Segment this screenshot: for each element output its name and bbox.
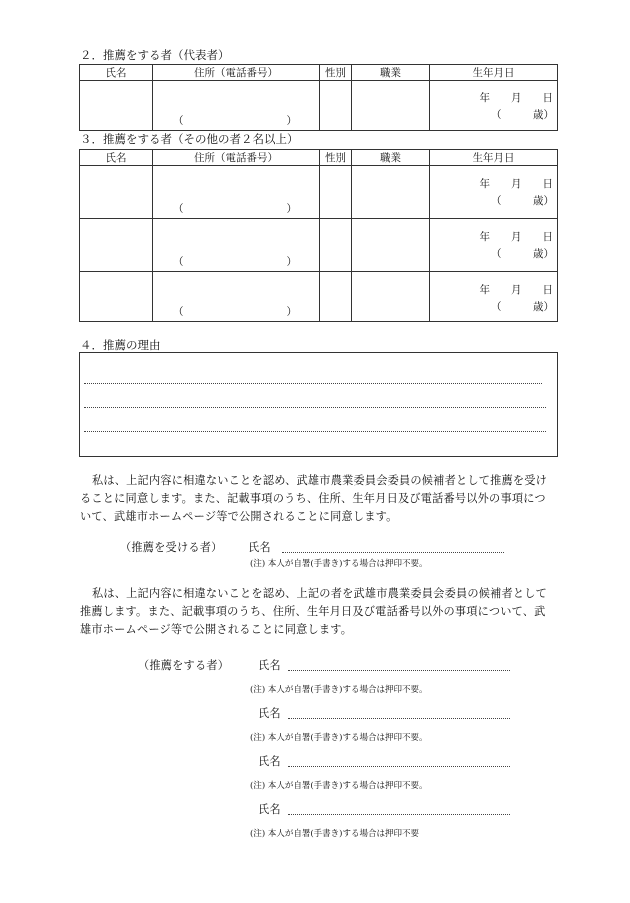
- birthdate-cell[interactable]: [430, 166, 558, 219]
- phone-paren-close: ）: [286, 115, 297, 127]
- recommender-note: (注) 本人が自署(手書き)する場合は押印不要。: [250, 781, 428, 791]
- name-cell[interactable]: [80, 219, 153, 272]
- table-row: [80, 166, 558, 219]
- header-gender: 性別: [320, 150, 352, 166]
- recommender-note: (注) 本人が自署(手書き)する場合は押印不要。: [250, 685, 428, 695]
- date-label: 年 月 日: [479, 231, 553, 243]
- reason-line: [84, 407, 546, 408]
- occupation-cell[interactable]: [352, 272, 430, 322]
- reason-box[interactable]: [79, 352, 558, 457]
- gender-cell[interactable]: [320, 81, 352, 131]
- recommender-note: (注) 本人が自署(手書き)する場合は押印不要。: [250, 733, 428, 743]
- recommender-name-label: 氏名: [258, 659, 281, 672]
- reason-line: [84, 431, 546, 432]
- table-row: [80, 81, 558, 131]
- table-header-row: [80, 65, 558, 81]
- table-row: [80, 219, 558, 272]
- consent-paragraph-recommender: 私は、上記内容に相違ないことを認め、上記の者を武雄市農業委員会委員の候補者として推薦します。また、記載事項のうち、住所、生年月日及び電話番号以外の事項について、武雄市ホームページ等で公開されることに同意します。: [80, 587, 548, 636]
- consent-paragraph-recipient: 私は、上記内容に相違ないことを認め、武雄市農業委員会委員の候補者として推薦を受けることに同意します。また、記載事項のうち、住所、生年月日及び電話番号以外の事項について、武雄市ホームページ等で公開されることに同意します。: [80, 474, 548, 523]
- header-birthdate: 生年月日: [430, 65, 558, 81]
- header-name: 氏名: [80, 150, 153, 166]
- other-recommenders-table: [79, 149, 558, 322]
- birthdate-cell[interactable]: [430, 81, 558, 131]
- recipient-note: (注) 本人が自署(手書き)する場合は押印不要。: [250, 559, 428, 569]
- section2-title: ２．推薦をする者（代表者）: [80, 48, 230, 62]
- recommender-name-label: 氏名: [258, 707, 281, 720]
- occupation-cell[interactable]: [352, 219, 430, 272]
- recommender-label: （推薦をする者）: [138, 659, 230, 672]
- gender-cell[interactable]: [320, 219, 352, 272]
- recipient-signature-line[interactable]: [282, 552, 504, 553]
- representative-table: [79, 64, 558, 131]
- gender-cell[interactable]: [320, 166, 352, 219]
- header-name: 氏名: [80, 65, 153, 81]
- recommender-note: (注) 本人が自署(手書き)する場合は押印不要: [250, 829, 419, 839]
- date-label: 年 月 日: [479, 284, 553, 296]
- recommender-name-label: 氏名: [258, 755, 281, 768]
- header-address: 住所（電話番号）: [153, 65, 320, 81]
- age-label: （ 歳）: [491, 109, 554, 121]
- phone-paren-open: （: [173, 203, 184, 215]
- recommender-signature-line[interactable]: [288, 718, 510, 719]
- recommender-signature-line[interactable]: [288, 670, 510, 671]
- header-birthdate: 生年月日: [430, 150, 558, 166]
- recipient-name-label: 氏名: [248, 541, 271, 554]
- age-label: （ 歳）: [491, 248, 554, 260]
- recommender-name-label: 氏名: [258, 803, 281, 816]
- phone-paren-open: （: [173, 256, 184, 268]
- date-label: 年 月 日: [479, 178, 553, 190]
- table-header-row: [80, 150, 558, 166]
- date-label: 年 月 日: [479, 92, 553, 104]
- header-occupation: 職業: [352, 150, 430, 166]
- address-cell[interactable]: [153, 81, 320, 131]
- name-cell[interactable]: [80, 166, 153, 219]
- address-cell[interactable]: [153, 219, 320, 272]
- recipient-label: （推薦を受ける者）: [120, 541, 223, 554]
- recommender-signature-line[interactable]: [288, 814, 510, 815]
- recommender-signature-line[interactable]: [288, 766, 510, 767]
- header-gender: 性別: [320, 65, 352, 81]
- age-label: （ 歳）: [491, 301, 554, 313]
- name-cell[interactable]: [80, 272, 153, 322]
- age-label: （ 歳）: [491, 195, 554, 207]
- occupation-cell[interactable]: [352, 81, 430, 131]
- phone-paren-open: （: [173, 115, 184, 127]
- address-cell[interactable]: [153, 272, 320, 322]
- name-cell[interactable]: [80, 81, 153, 131]
- address-cell[interactable]: [153, 166, 320, 219]
- occupation-cell[interactable]: [352, 166, 430, 219]
- section4-title: ４．推薦の理由: [80, 338, 161, 352]
- phone-paren-close: ）: [286, 203, 297, 215]
- header-occupation: 職業: [352, 65, 430, 81]
- reason-line: [84, 383, 542, 384]
- gender-cell[interactable]: [320, 272, 352, 322]
- birthdate-cell[interactable]: [430, 219, 558, 272]
- phone-paren-close: ）: [286, 306, 297, 318]
- birthdate-cell[interactable]: [430, 272, 558, 322]
- section3-title: ３．推薦をする者（その他の者２名以上）: [80, 132, 299, 146]
- phone-paren-close: ）: [286, 256, 297, 268]
- header-address: 住所（電話番号）: [153, 150, 320, 166]
- table-row: [80, 272, 558, 322]
- phone-paren-open: （: [173, 306, 184, 318]
